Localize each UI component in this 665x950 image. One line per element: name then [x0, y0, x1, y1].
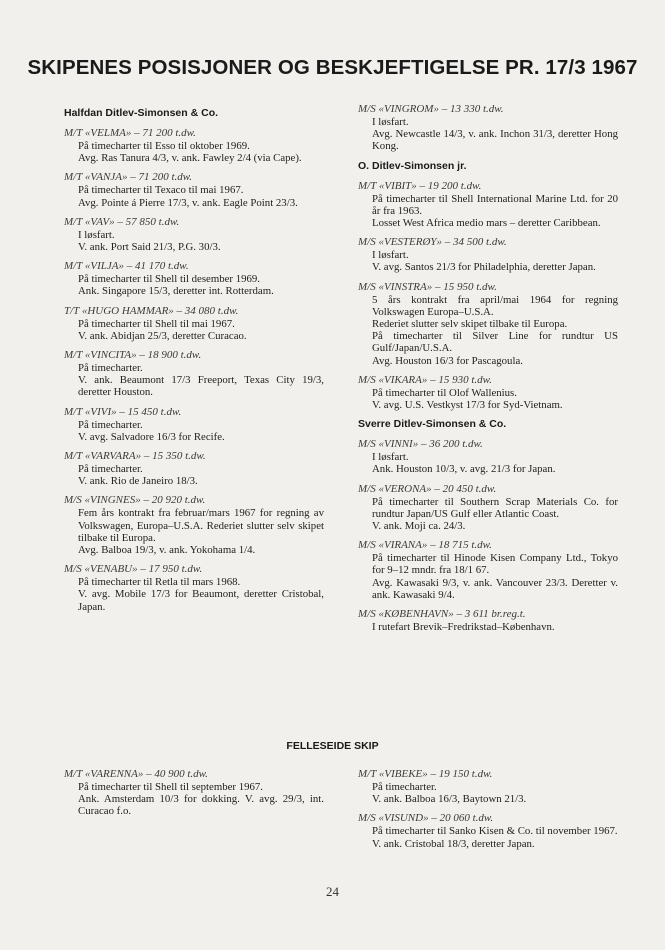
- ship-entry: [358, 483, 618, 533]
- ship-name: M/T «VARENNA» – 40 900 t.dw.: [64, 768, 208, 780]
- ship-entry: [64, 450, 324, 487]
- ship-entry: [64, 305, 324, 342]
- ship-status-line: På timecharter.: [78, 463, 143, 476]
- ship-entry: [358, 812, 618, 849]
- ship-status-line: V. ank. Port Said 21/3, P.G. 30/3.: [78, 241, 221, 254]
- shared-ships-heading: FELLESEIDE SKIP: [286, 740, 379, 752]
- ship-status-line: På timecharter.: [372, 781, 437, 793]
- ship-status-line: På timecharter til Hinode Kisen Company Ltd., Tokyo for 9–12 mndr. fra 18/1 67.: [372, 552, 618, 577]
- ship-status-line: V. ank. Rio de Janeiro 18/3.: [78, 475, 198, 488]
- ship-status-line: På timecharter til Shell til desember 1969.: [78, 273, 261, 286]
- ship-status-line: V. ank. Beaumont 17/3 Freeport, Texas City 19/3, deretter Houston.: [78, 374, 324, 399]
- page-title: SKIPENES POSISJONER OG BESKJEFTIGELSE PR. 17/3 1967: [27, 56, 638, 79]
- ship-status-line: V. ank. Balboa 16/3, Baytown 21/3.: [372, 793, 527, 806]
- ship-entry: [64, 494, 324, 556]
- right-column: [358, 103, 618, 640]
- ship-name: M/S «VINNI» – 36 200 t.dw.: [358, 438, 483, 451]
- ship-name: T/T «HUGO HAMMAR» – 34 080 t.dw.: [64, 304, 239, 317]
- ship-entry: [358, 608, 618, 633]
- ship-name: M/T «VANJA» – 71 200 t.dw.: [64, 171, 193, 184]
- ship-name: M/S «VIRANA» – 18 715 t.dw.: [358, 539, 492, 552]
- ship-status-line: Avg. Kawasaki 9/3, v. ank. Vancouver 23/3. Deretter v. ank. Kawasaki 9/4.: [372, 576, 618, 601]
- ship-entry: [64, 563, 324, 613]
- ship-status-line: På timecharter til Shell til mai 1967.: [78, 317, 235, 330]
- ship-status-line: V. ank. Abidjan 25/3, deretter Curacao.: [78, 329, 247, 342]
- ship-status-line: På timecharter til Sanko Kisen & Co. til november 1967.: [372, 825, 618, 838]
- ship-name: M/S «KØBENHAVN» – 3 611 br.reg.t.: [358, 608, 526, 621]
- ship-status-line: På timecharter til Retla til mars 1968.: [78, 576, 241, 589]
- ship-name: M/S «VESTERØY» – 34 500 t.dw.: [358, 236, 507, 249]
- ship-name: M/T «VILJA» – 41 170 t.dw.: [64, 260, 189, 273]
- ship-name: M/S «VENABU» – 17 950 t.dw.: [64, 563, 203, 576]
- shared-right-column: [358, 768, 618, 857]
- ship-name: M/S «VINGROM» – 13 330 t.dw.: [358, 103, 504, 115]
- ship-status-line: V. avg. Salvadore 16/3 for Recife.: [78, 430, 225, 443]
- ship-status-line: I løsfart.: [372, 451, 409, 464]
- ship-entry: [64, 216, 324, 253]
- ship-entry: [358, 180, 618, 230]
- ship-status-line: V. avg. Mobile 17/3 for Beaumont, deretter Cristobal, Japan.: [78, 588, 324, 613]
- ship-name: M/S «VERONA» – 20 450 t.dw.: [358, 482, 497, 495]
- ship-status-line: Avg. Balboa 19/3, v. ank. Yokohama 1/4.: [78, 544, 256, 557]
- ship-entry: [64, 171, 324, 208]
- ship-entry: [358, 236, 618, 273]
- ship-status-line: V. avg. U.S. Vestkyst 17/3 for Syd-Vietnam.: [372, 399, 563, 412]
- ship-name: M/S «VINSTRA» – 15 950 t.dw.: [358, 280, 497, 293]
- company-heading: Halfdan Ditlev-Simonsen & Co.: [64, 107, 219, 119]
- ship-status-line: Avg. Ras Tanura 4/3, v. ank. Fawley 2/4 (via Cape).: [78, 152, 302, 165]
- ship-name: M/T «VINCITA» – 18 900 t.dw.: [64, 349, 202, 362]
- ship-entry: [64, 768, 324, 818]
- ship-status-line: V. avg. Santos 21/3 for Philadelphia, deretter Japan.: [372, 261, 596, 274]
- ship-status-line: Avg. Houston 16/3 for Pascagoula.: [372, 354, 523, 367]
- ship-name: M/S «VINGNES» – 20 920 t.dw.: [64, 494, 206, 507]
- ship-status-line: V. ank. Moji ca. 24/3.: [372, 520, 466, 533]
- ship-entry: [358, 103, 618, 153]
- ship-name: M/S «VIKARA» – 15 930 t.dw.: [358, 373, 492, 386]
- ship-status-line: Ank. Singapore 15/3, deretter int. Rotterdam.: [78, 285, 274, 298]
- shared-left-column: [64, 768, 324, 825]
- ship-name: M/T «VARVARA» – 15 350 t.dw.: [64, 450, 206, 463]
- ship-status-line: I løsfart.: [78, 228, 115, 241]
- ship-entry: [358, 768, 618, 805]
- ship-status-line: V. ank. Cristobal 18/3, deretter Japan.: [372, 837, 535, 850]
- ship-status-line: Avg. Newcastle 14/3, v. ank. Inchon 31/3, deretter Hong Kong.: [372, 128, 618, 153]
- ship-entry: [64, 349, 324, 399]
- ship-status-line: Rederiet slutter selv skipet tilbake til Europa.: [372, 318, 568, 331]
- ship-name: M/T «VIBEKE» – 19 150 t.dw.: [358, 768, 493, 780]
- ship-name: M/T «VELMA» – 71 200 t.dw.: [64, 127, 196, 139]
- ship-status-line: I løsfart.: [372, 116, 409, 128]
- left-column: [64, 103, 324, 620]
- ship-name: M/S «VISUND» – 20 060 t.dw.: [358, 812, 494, 825]
- ship-entry: [358, 374, 618, 411]
- ship-entry: [358, 539, 618, 601]
- ship-name: M/T «VAV» – 57 850 t.dw.: [64, 215, 180, 228]
- ship-status-line: På timecharter.: [78, 418, 143, 431]
- ship-status-line: I løsfart.: [372, 249, 409, 262]
- company-heading: O. Ditlev-Simonsen jr.: [358, 159, 467, 172]
- ship-status-line: På timecharter til Esso til oktober 1969.: [78, 140, 250, 152]
- ship-entry: [64, 260, 324, 297]
- ship-status-line: På timecharter til Shell til september 1967.: [78, 781, 264, 793]
- ship-entry: [64, 127, 324, 164]
- ship-name: M/T «VIBIT» – 19 200 t.dw.: [358, 179, 482, 192]
- ship-status-line: På timecharter til Olof Wallenius.: [372, 386, 517, 399]
- ship-status-line: Avg. Pointe á Pierre 17/3, v. ank. Eagle Point 23/3.: [78, 196, 298, 209]
- ship-name: M/T «VIVI» – 15 450 t.dw.: [64, 405, 182, 418]
- ship-entry: [64, 406, 324, 443]
- ship-status-line: På timecharter til Texaco til mai 1967.: [78, 184, 244, 197]
- ship-status-line: I rutefart Brevik–Fredrikstad–København.: [372, 621, 555, 634]
- ship-status-line: 5 års kontrakt fra april/mai 1964 for regning Volkswagen Europa–U.S.A.: [372, 293, 618, 318]
- ship-status-line: På timecharter til Silver Line for rundtur US Gulf/Japan/U.S.A.: [372, 330, 618, 355]
- company-heading: Sverre Ditlev-Simonsen & Co.: [358, 418, 507, 431]
- ship-status-line: På timecharter til Shell International Marine Ltd. for 20 år fra 1963.: [372, 192, 618, 217]
- ship-status-line: På timecharter.: [78, 362, 143, 375]
- ship-status-line: Ank. Amsterdam 10/3 for dokking. V. avg. 29/3, int. Curacao f.o.: [78, 793, 324, 818]
- page-number: 24: [326, 884, 339, 899]
- ship-entry: [358, 438, 618, 475]
- ship-status-line: På timecharter til Southern Scrap Materials Co. for rundtur Japan/US Gulf eller Atlantic Coast.: [372, 495, 618, 520]
- ship-status-line: Fem års kontrakt fra februar/mars 1967 for regning av Volkswagen, Europa–U.S.A. Rederiet slutter selv skipet tilbake til Europa.: [78, 507, 324, 544]
- ship-status-line: Losset West Africa medio mars – deretter Caribbean.: [372, 217, 601, 230]
- ship-entry: [358, 281, 618, 367]
- ship-status-line: Ank. Houston 10/3, v. avg. 21/3 for Japan.: [372, 463, 556, 476]
